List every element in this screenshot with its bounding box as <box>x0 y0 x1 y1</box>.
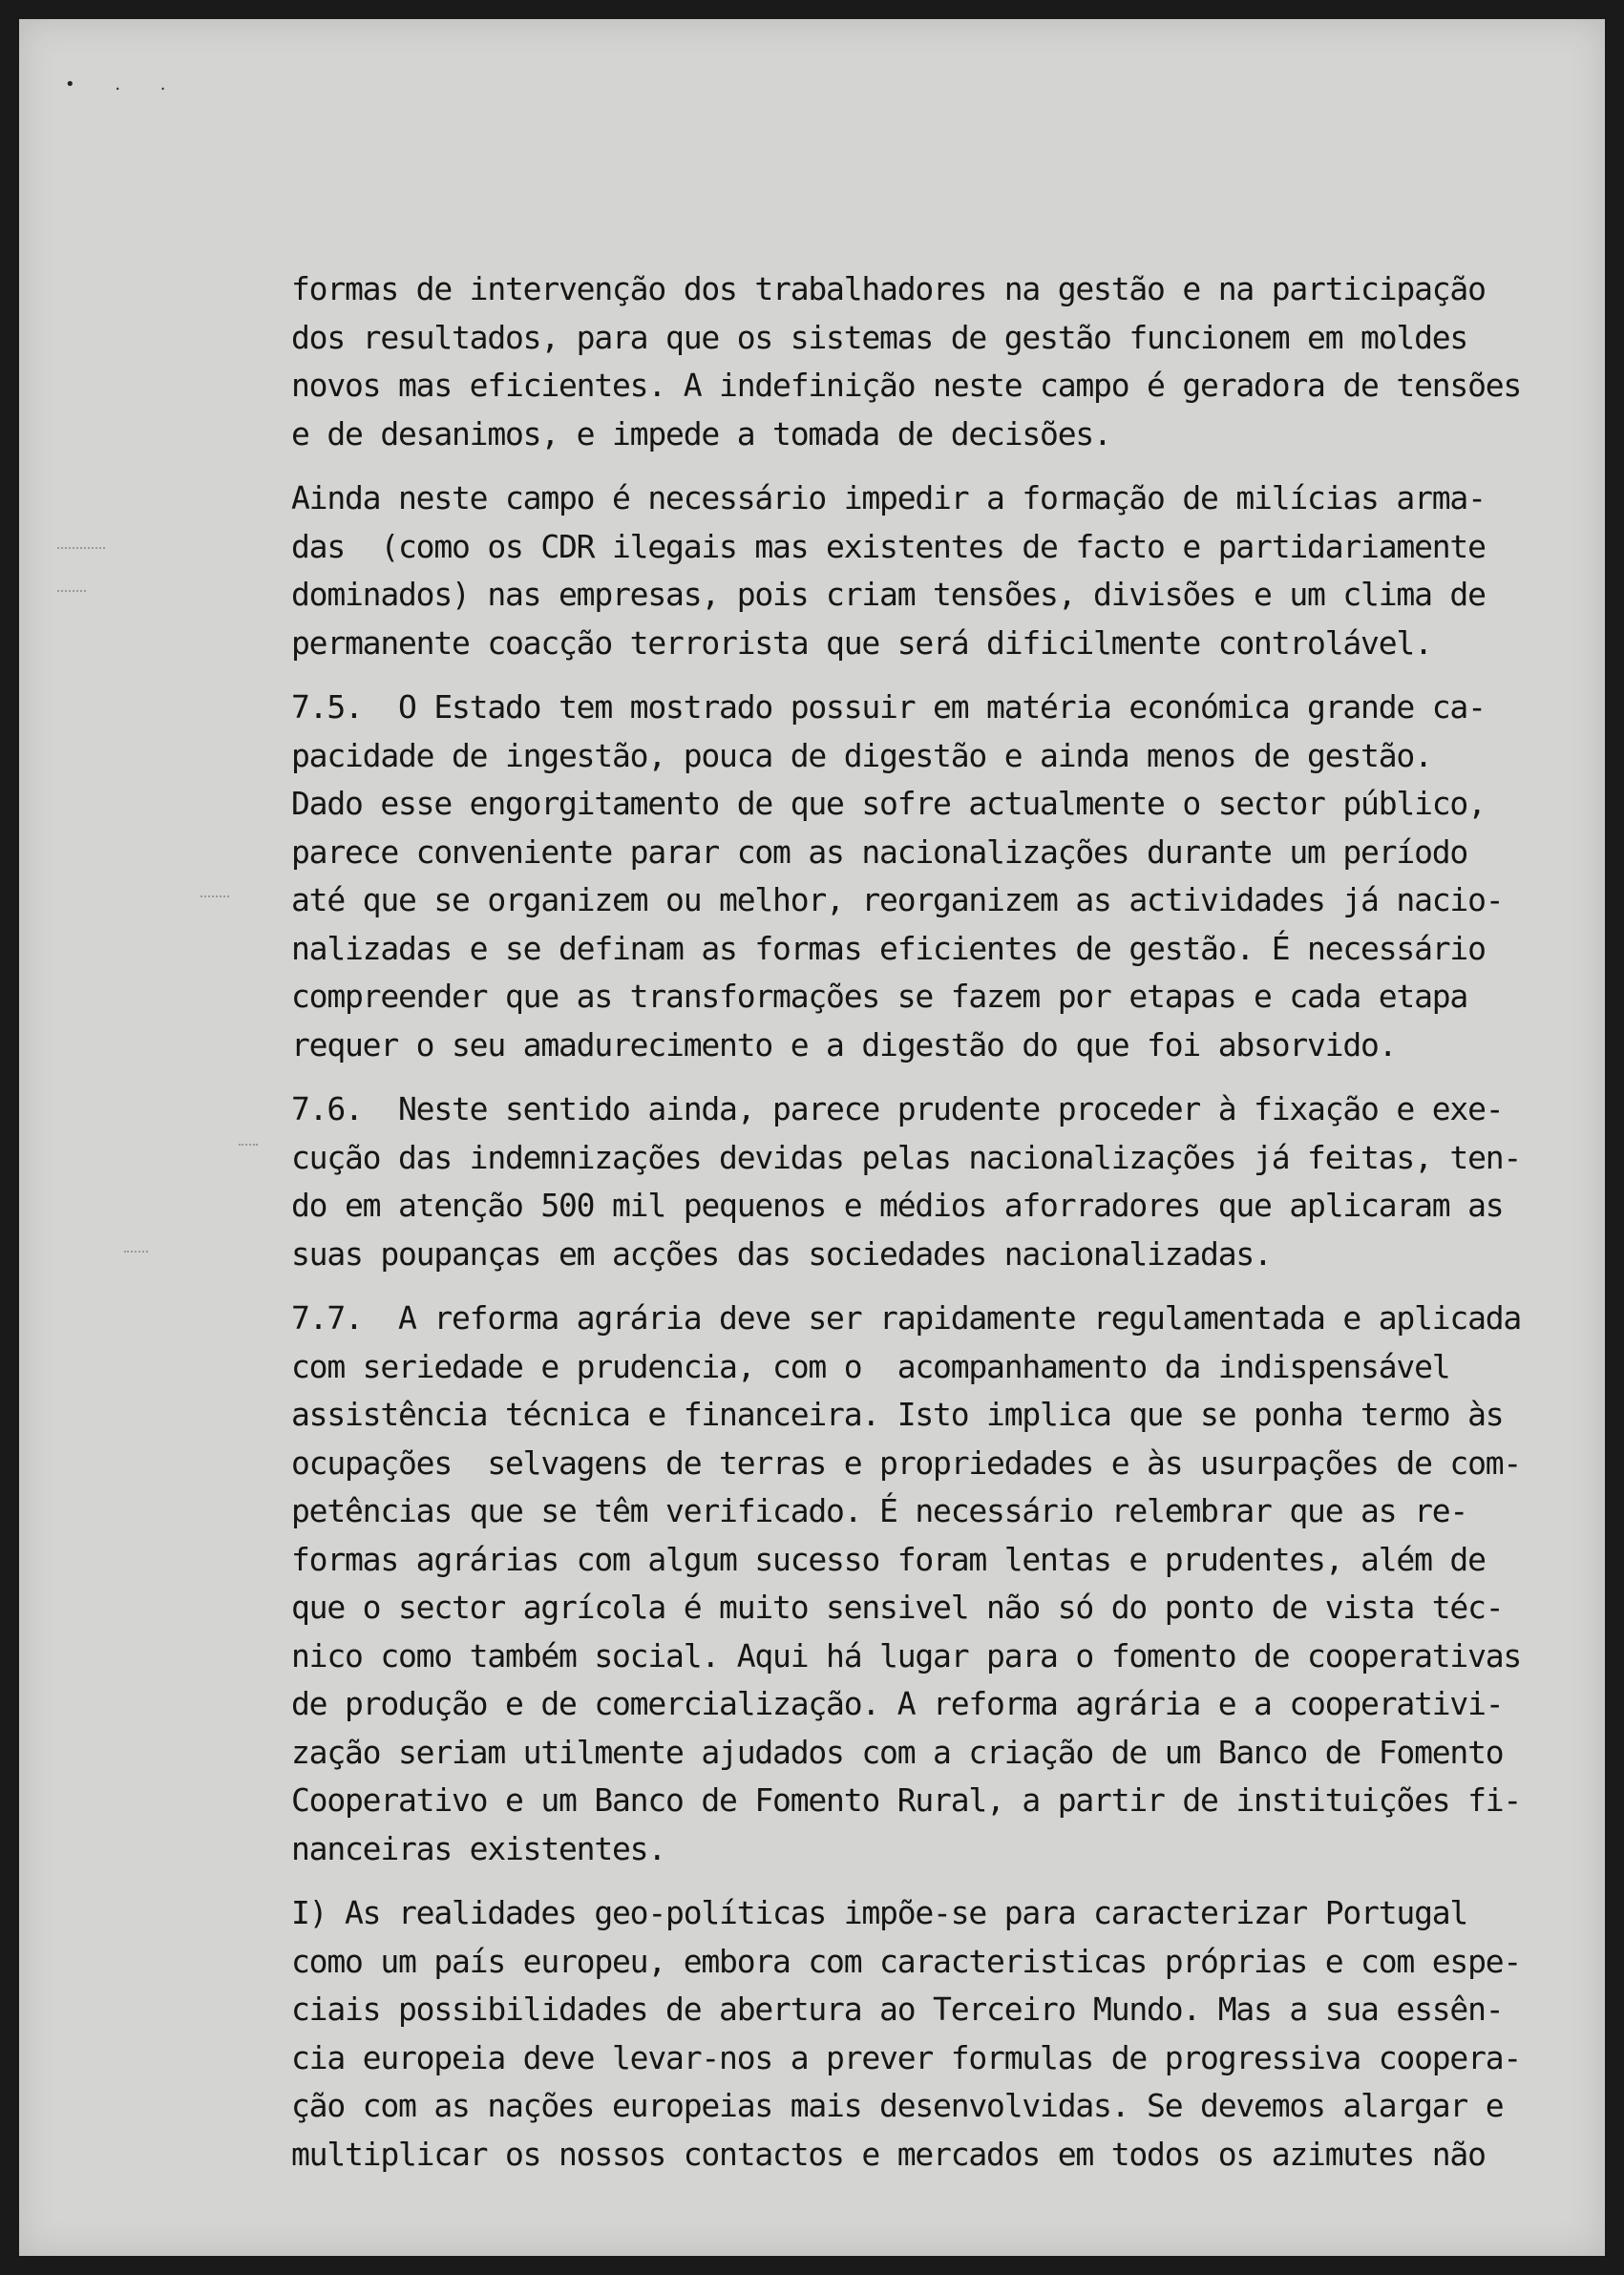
margin-mark <box>124 1251 148 1253</box>
text-line: multiplicar os nossos contactos e mercados em todos os azimutes não <box>291 2135 1486 2173</box>
text-line: 7.5. O Estado tem mostrado possuir em matéria económica grande ca- <box>291 688 1486 726</box>
text-line: parece conveniente parar com as nacionalizações durante um período <box>291 832 1468 871</box>
margin-mark <box>57 590 86 592</box>
text-line: suas poupanças em acções das sociedades nacionalizadas. <box>291 1234 1272 1273</box>
text-line: compreender que as transformações se fazem por etapas e cada etapa <box>291 978 1468 1015</box>
corner-dots: • . . <box>65 74 183 95</box>
text-line: I) As realidades geo-políticas impõe-se para caracterizar Portugal <box>291 1894 1468 1931</box>
text-line: do em atenção 500 mil pequenos e médios aforradores que aplicaram as <box>291 1187 1504 1224</box>
text-line: de produção e de comercialização. A reforma agrária e a cooperativi- <box>291 1685 1504 1722</box>
text-line: que o sector agrícola é muito sensivel não só do ponto de vista téc- <box>291 1589 1504 1626</box>
document-body <box>291 265 1522 2195</box>
text-line: das (como os CDR ilegais mas existentes de facto e partidariamente <box>291 527 1486 565</box>
text-line: 7.7. A reforma agrária deve ser rapidamente regulamentada e aplicada <box>291 1299 1522 1337</box>
text-line: nanceiras existentes. <box>291 1829 666 1867</box>
paragraph <box>291 265 1522 458</box>
text-line: petências que se têm verificado. É necessário relembrar que as re- <box>291 1492 1468 1529</box>
text-line: formas agrárias com algum sucesso foram lentas e prudentes, além de <box>291 1540 1486 1578</box>
text-line: e de desanimos, e impede a tomada de decisões. <box>291 414 1111 453</box>
text-line: Dado esse engorgitamento de que sofre actualmente o sector público, <box>291 785 1486 822</box>
text-line: novos mas eficientes. A indefinição neste campo é geradora de tensões <box>291 367 1522 404</box>
margin-mark <box>200 895 229 897</box>
paragraph-7-7 <box>291 1295 1522 1873</box>
text-line: Cooperativo e um Banco de Fomento Rural, a partir de instituições fi- <box>291 1781 1522 1819</box>
text-line: como um país europeu, embora com caracteristicas próprias e com espe- <box>291 1942 1522 1980</box>
text-line: ocupações selvagens de terras e propriedades e às usurpações de com- <box>291 1443 1522 1482</box>
text-line: nico como também social. Aqui há lugar para o fomento de cooperativas <box>291 1636 1522 1675</box>
text-line: com seriedade e prudencia, com o acompanhamento da indispensável <box>291 1347 1450 1385</box>
text-line: até que se organizem ou melhor, reorganizem as actividades já nacio- <box>291 881 1504 918</box>
paragraph-I <box>291 1889 1522 2179</box>
paragraph <box>291 474 1486 667</box>
paragraph-7-6 <box>291 1085 1522 1278</box>
text-line: formas de intervenção dos trabalhadores na gestão e na participação <box>291 270 1486 307</box>
text-line: cução das indemnizações devidas pelas nacionalizações já feitas, ten- <box>291 1138 1522 1176</box>
text-line: cia europeia deve levar-nos a prever formulas de progressiva cooperа- <box>291 2038 1522 2076</box>
paragraph-7-5 <box>291 684 1504 1069</box>
text-line: assistência técnica e financeira. Isto implica que se ponha termo às <box>291 1396 1504 1433</box>
document-page <box>19 19 1605 2256</box>
text-line: ção com as nações europeias mais desenvolvidas. Se devemos alargar e <box>291 2087 1504 2124</box>
text-line: requer o seu amadurecimento e a digestão do que foi absorvido. <box>291 1025 1397 1064</box>
margin-mark <box>57 547 105 549</box>
text-line: Ainda neste campo é necessário impedir a formação de milícias arma- <box>291 479 1486 516</box>
text-line: ciais possibilidades de abertura ao Terceiro Mundo. Mas a sua essên- <box>291 1991 1504 2028</box>
text-line: zação seriam utilmente ajudados com a criação de um Banco de Fomento <box>291 1733 1504 1771</box>
text-line: dominados) nas empresas, pois criam tensões, divisões e um clima de <box>291 576 1486 613</box>
text-line: dos resultados, para que os sistemas de gestão funcionem em moldes <box>291 318 1468 356</box>
text-line: nalizadas e se definam as formas eficientes de gestão. É necessário <box>291 929 1486 967</box>
text-line: 7.6. Neste sentido ainda, parece prudente proceder à fixação e exe- <box>291 1090 1504 1127</box>
text-line: permanente coacção terrorista que será dificilmente controlável. <box>291 623 1432 662</box>
text-line: pacidade de ingestão, pouca de digestão e ainda menos de gestão. <box>291 736 1432 774</box>
margin-mark <box>239 1144 258 1146</box>
